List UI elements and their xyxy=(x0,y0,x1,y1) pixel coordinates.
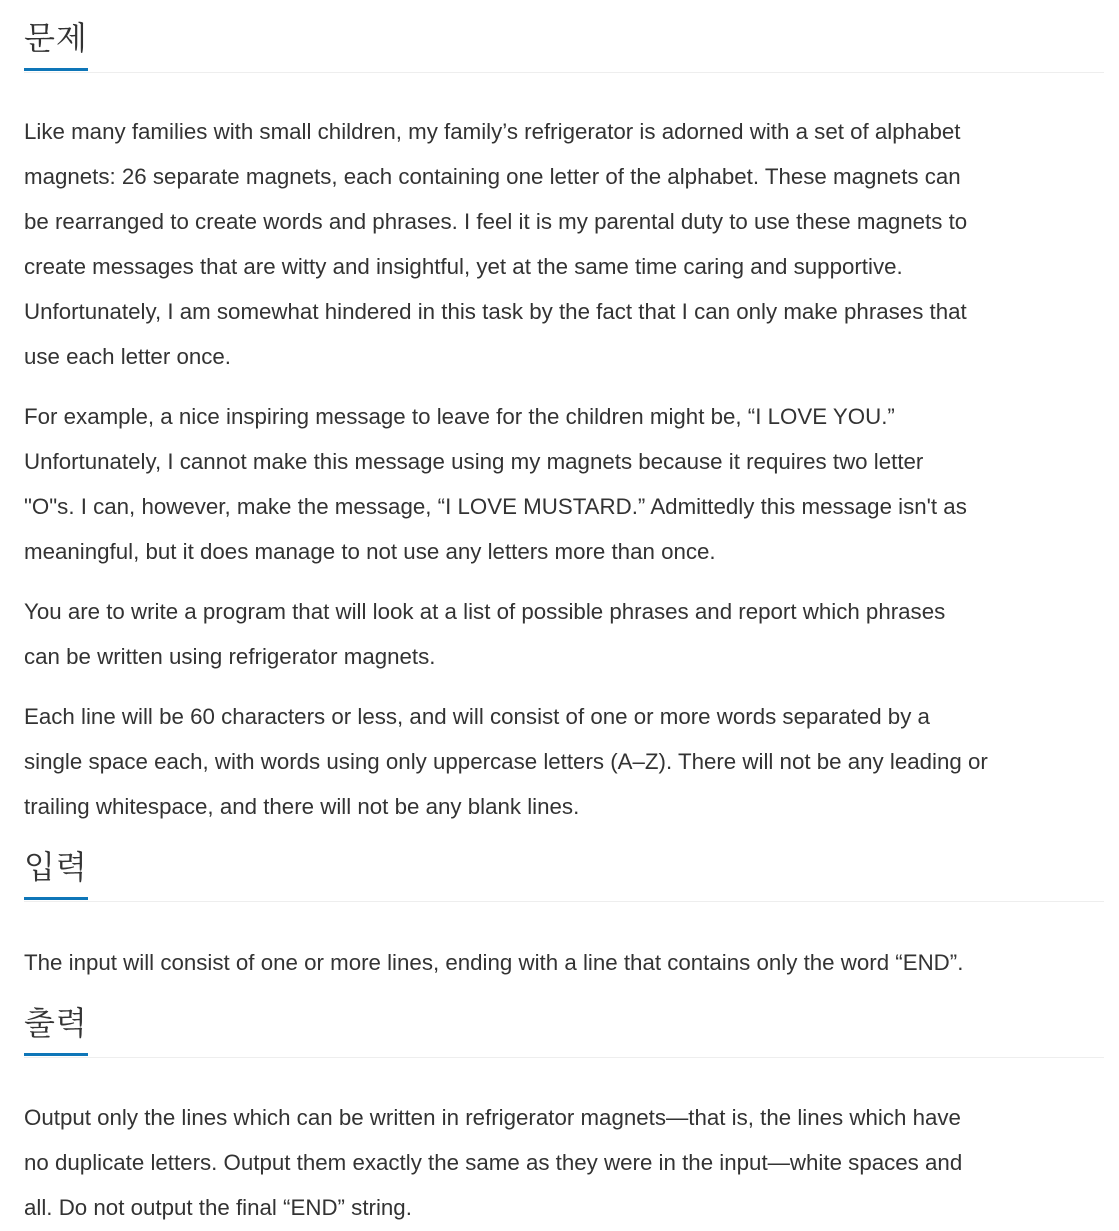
problem-p2-line: For example, a nice inspiring message to leave for the children might be, “I LOVE YOU.” xyxy=(24,404,895,429)
problem-heading: 문제 xyxy=(24,18,88,71)
problem-p1-line: use each letter once. xyxy=(24,344,231,369)
problem-p1-line: create messages that are witty and insightful, yet at the same time caring and supportive. xyxy=(24,254,903,279)
output-heading: 출력 xyxy=(24,1003,88,1056)
input-heading: 입력 xyxy=(24,847,88,900)
output-line: no duplicate letters. Output them exactly the same as they were in the input—white spaces and xyxy=(24,1150,963,1175)
problem-section-header xyxy=(24,18,1104,73)
output-line: Output only the lines which can be written in refrigerator magnets—that is, the lines which have xyxy=(24,1105,961,1130)
problem-p2-line: meaningful, but it does manage to not use any letters more than once. xyxy=(24,539,716,564)
problem-paragraph-2 xyxy=(24,394,1106,574)
problem-paragraph-3 xyxy=(24,589,1106,679)
output-section-header xyxy=(24,1003,1104,1058)
problem-p3-line: You are to write a program that will look at a list of possible phrases and report which phrases xyxy=(24,599,946,624)
input-line: The input will consist of one or more lines, ending with a line that contains only the word “END”. xyxy=(24,950,964,975)
problem-paragraph-1 xyxy=(24,109,1106,379)
problem-p3-line: can be written using refrigerator magnets. xyxy=(24,644,436,669)
problem-paragraph-4 xyxy=(24,694,1106,829)
problem-p2-line: Unfortunately, I cannot make this message using my magnets because it requires two letter xyxy=(24,449,924,474)
output-line: all. Do not output the final “END” string. xyxy=(24,1195,412,1220)
problem-p1-line: magnets: 26 separate magnets, each containing one letter of the alphabet. These magnets can xyxy=(24,164,961,189)
problem-p1-line: Like many families with small children, my family’s refrigerator is adorned with a set of alphabet xyxy=(24,119,961,144)
problem-p4-line: single space each, with words using only uppercase letters (A–Z). There will not be any leading or xyxy=(24,749,988,774)
problem-p2-line: "O"s. I can, however, make the message, “I LOVE MUSTARD.” Admittedly this message isn't as xyxy=(24,494,967,519)
input-section-header xyxy=(24,847,1104,902)
problem-p1-line: be rearranged to create words and phrases. I feel it is my parental duty to use these magnets to xyxy=(24,209,968,234)
problem-p4-line: Each line will be 60 characters or less, and will consist of one or more words separated by a xyxy=(24,704,930,729)
problem-p4-line: trailing whitespace, and there will not be any blank lines. xyxy=(24,794,580,819)
input-paragraph xyxy=(24,940,1106,985)
output-paragraph xyxy=(24,1095,1106,1230)
problem-p1-line: Unfortunately, I am somewhat hindered in this task by the fact that I can only make phrases that xyxy=(24,299,967,324)
